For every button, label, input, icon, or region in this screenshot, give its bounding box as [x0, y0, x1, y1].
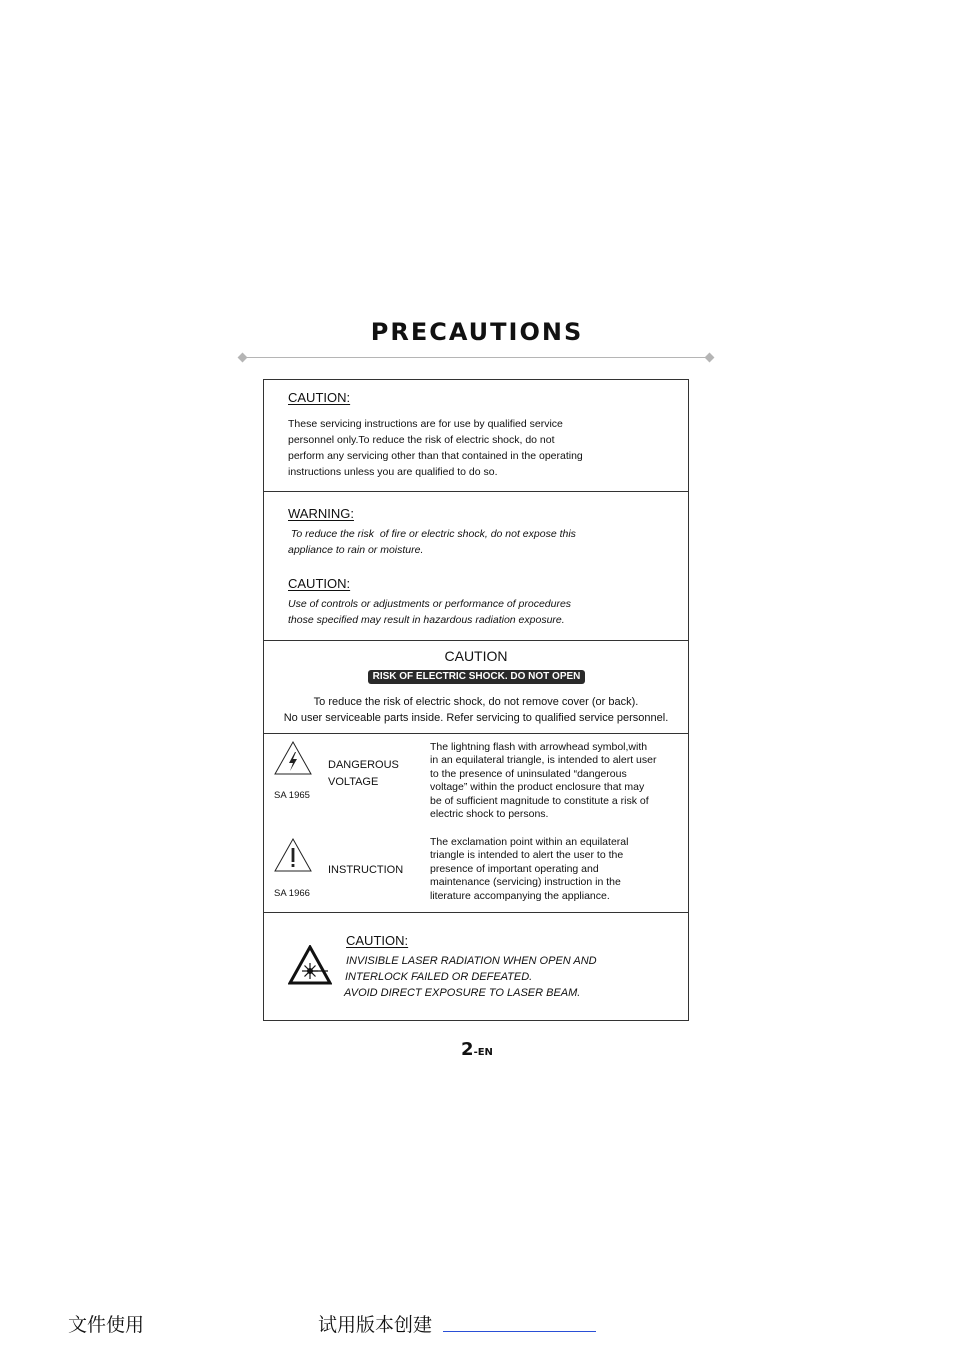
section-heading: CAUTION:: [288, 390, 351, 405]
section-text: These servicing instructions are for use by qualified service personnel only.To reduce the risk of electric shock, do not perform any servicing other than that contained in the operating instructions unless you are qualified to do so.: [288, 418, 583, 478]
caution-servicing-section: [264, 380, 688, 491]
instruction-description: The exclamation point within an equilateral triangle is intended to alert the user to the presence of important operating and maintenance (servicing) instruction in the literature accompanying the appliance.: [430, 836, 629, 902]
footer-left-text: 文件使用: [68, 1314, 145, 1336]
shock-text: To reduce the risk of electric shock, do not remove cover (or back). No user serviceable parts inside. Refer servicing to qualified service personnel.: [283, 696, 669, 724]
symbols-section: [264, 733, 688, 912]
warning-heading: WARNING:: [288, 506, 354, 521]
voltage-label: DANGEROUS VOLTAGE: [328, 759, 399, 788]
voltage-code: SA 1965: [274, 790, 310, 801]
title-divider: [242, 357, 710, 358]
precautions-box: [263, 379, 689, 1021]
footer-link-underline[interactable]: [443, 1331, 596, 1332]
page-title: PRECAUTIONS: [370, 318, 584, 346]
warning-section: [264, 491, 688, 640]
voltage-description: The lightning flash with arrowhead symbol,with in an equilateral triangle, is intended to alert user to the presence of uninsulated “dangerous voltage” within the product enclosure that may be of sufficient magnitude to constitute a risk of electric shock to persons.: [430, 741, 657, 821]
divider-left-diamond: [238, 353, 248, 363]
exclamation-triangle-icon: [273, 837, 313, 873]
laser-text: INVISIBLE LASER RADIATION WHEN OPEN AND INTERLOCK FAILED OR DEFEATED. AVOID DIRECT EXPOSURE TO LASER BEAM.: [344, 955, 597, 999]
page-number: 2-EN: [461, 1039, 493, 1060]
warning-text: To reduce the risk of fire or electric shock, do not expose this appliance to rain or moisture.: [288, 528, 576, 556]
caution-text: Use of controls or adjustments or performance of procedures those specified may result in hazardous radiation exposure.: [288, 598, 572, 626]
caution-title: CAUTION: [444, 648, 508, 664]
laser-triangle-icon: [288, 945, 332, 985]
instruction-label: INSTRUCTION: [328, 864, 404, 876]
divider-right-diamond: [705, 353, 715, 363]
risk-badge: RISK OF ELECTRIC SHOCK. DO NOT OPEN: [368, 670, 585, 684]
electric-shock-section: [264, 640, 688, 733]
caution-heading: CAUTION:: [288, 576, 351, 591]
footer-middle-text: 试用版本创建: [318, 1314, 433, 1336]
laser-heading: CAUTION:: [346, 933, 409, 948]
lightning-triangle-icon: [273, 740, 313, 776]
laser-section: [264, 912, 688, 1020]
instruction-code: SA 1966: [274, 888, 310, 899]
